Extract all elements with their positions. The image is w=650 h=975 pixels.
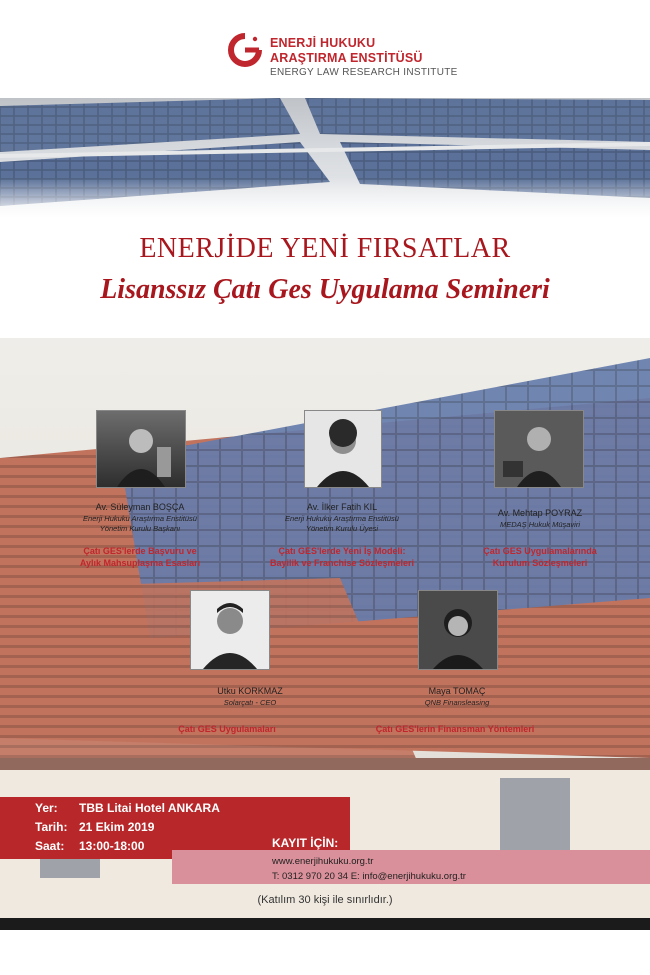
registration-website[interactable]: www.enerjihukuku.org.tr: [272, 856, 374, 867]
speaker-role-2b: Yönetim Kurulu Üyesi: [305, 524, 379, 533]
capacity-note: (Katılım 30 kişi ile sınırlıdır.): [257, 894, 393, 906]
speaker-name-1: Av. Süleyman BOŞÇA: [95, 502, 185, 512]
place-label: Yer:: [35, 801, 58, 815]
speaker-role-5: QNB Finansleasing: [424, 698, 490, 707]
speaker-name-4: Utku KORKMAZ: [217, 686, 283, 696]
speaker-photo-1: [96, 410, 186, 488]
speaker-topic-5: Çatı GES'lerin Finansman Yöntemleri: [375, 724, 535, 734]
speaker-photo-2: [304, 410, 382, 488]
speaker-topic-3b: Kurulum Sözleşmeleri: [492, 558, 588, 568]
bottom-bar: [0, 918, 650, 930]
speaker-topic-2b: Bayilik ve Franchise Sözleşmeleri: [269, 558, 415, 568]
date-label: Tarih:: [35, 820, 68, 834]
time-value: 13:00-18:00: [79, 839, 145, 853]
speaker-role-2a: Enerji Hukuku Araştırma Enstitüsü: [285, 514, 399, 523]
time-label: Saat:: [35, 839, 65, 853]
speaker-role-1a: Enerji Hukuku Araştırma Enstitüsü: [83, 514, 197, 523]
speaker-photo-5: [418, 590, 498, 670]
registration-contact[interactable]: T: 0312 970 20 34 E: info@enerjihukuku.org.tr: [272, 871, 466, 882]
speaker-topic-1b: Aylık Mahsuplaşma Esasları: [79, 558, 201, 568]
institute-logo-icon: [228, 33, 262, 67]
seminar-subtitle: Lisanssız Çatı Ges Uygulama Semineri: [100, 274, 550, 305]
date-value: 21 Ekim 2019: [79, 820, 155, 834]
logo-title-line1: ENERJİ HUKUKU: [270, 36, 376, 50]
logo-title-line2: ARAŞTIRMA ENSTİTÜSÜ: [270, 51, 423, 65]
speaker-photo-3: [494, 410, 584, 488]
speaker-topic-1a: Çatı GES'lerde Başvuru ve: [83, 546, 197, 556]
speaker-topic-4: Çatı GES Uygulamaları: [178, 724, 276, 734]
speaker-topic-2a: Çatı GES'lerde Yeni İş Modeli:: [278, 546, 406, 556]
speaker-role-1b: Yönetim Kurulu Başkanı: [99, 524, 181, 533]
logo-title-english: ENERGY LAW RESEARCH INSTITUTE: [270, 67, 458, 78]
speaker-name-2: Av. İlker Fatih KIL: [306, 502, 378, 512]
seminar-title: ENERJİDE YENİ FIRSATLAR: [139, 233, 511, 264]
speaker-name-3: Av. Mehtap POYRAZ: [497, 508, 583, 518]
speaker-topic-3a: Çatı GES Uygulamalarında: [483, 546, 597, 556]
solar-panels-banner: [0, 98, 650, 218]
registration-heading: KAYIT İÇİN:: [272, 836, 339, 850]
speaker-name-5: Maya TOMAÇ: [428, 686, 486, 696]
speaker-role-4: Solarçatı - CEO: [223, 698, 277, 707]
speaker-photo-4: [190, 590, 270, 670]
place-value: TBB Litai Hotel ANKARA: [79, 801, 220, 815]
speaker-role-3: MEDAŞ Hukuk Müşaviri: [499, 520, 581, 529]
